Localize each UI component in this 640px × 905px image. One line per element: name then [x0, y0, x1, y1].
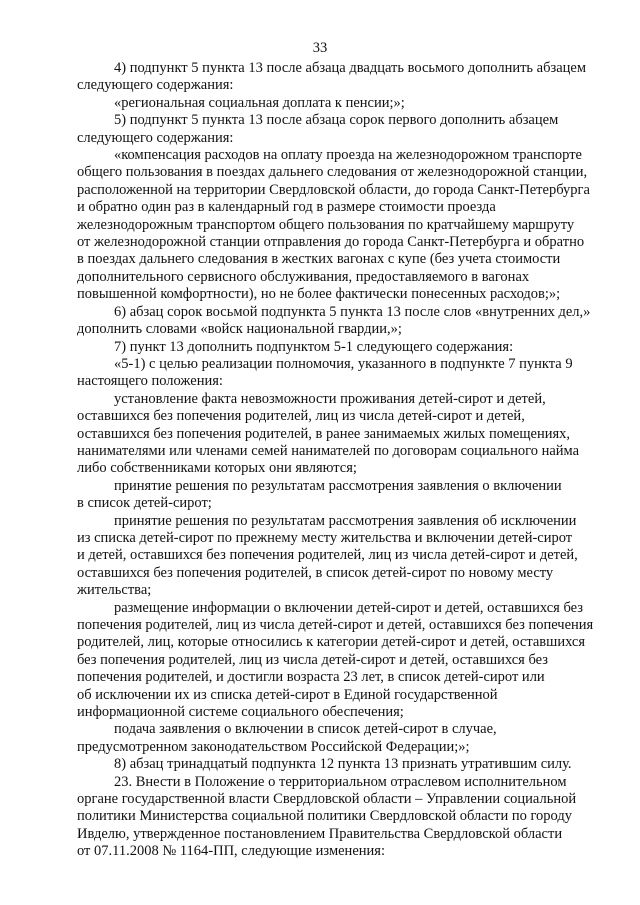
paragraph: 5) подпункт 5 пункта 13 после абзаца сорок первого дополнить абзацем следующего содержания: [77, 112, 559, 146]
page-number: 33 [312, 40, 328, 56]
document-body [77, 60, 609, 861]
paragraph: «компенсация расходов на оплату проезда на железнодорожном транспорте общего пользования в поездах дальнего следования от железнодорожной станции, расположенной на территории Свердловской области, до города Санкт-Петербурга и обратно один раз в календарный год в размере стоимости проезда железнодорожным транспортом общего пользования по кратчайшему маршруту от железнодорожной станции отправления до города Санкт-Петербурга и обратно в поездах дальнего следования в жестких вагонах с купе (без учета стоимости дополнительного сервисного обслуживания, предоставляемого в вагонах повышенной комфортности), но не более фактически понесенных расходов;»; [77, 147, 590, 303]
paragraph: «региональная социальная доплата к пенсии;»; [114, 94, 405, 111]
paragraph: 23. Внести в Положение о территориальном отраслевом исполнительном органе государственной власти Свердловской области – Управлении социальной политики Министерства социальной политики Свердловской области по городу Ивделю, утвержденное постановлением Правительства Свердловской области от 07.11.2008 № 1164-ПП, следующие изменения: [77, 773, 577, 860]
paragraph: принятие решения по результатам рассмотрения заявления об исключении из списка детей-сирот по прежнему месту жительства и включении детей-сирот и детей, оставшихся без попечения родителей, лиц из числа детей-сирот и детей, оставшихся без попечения родителей, в список детей-сирот по новому месту жительства; [77, 512, 578, 599]
paragraph: 8) абзац тринадцатый подпункта 12 пункта 13 признать утратившим силу. [114, 756, 572, 773]
paragraph: 7) пункт 13 дополнить подпунктом 5-1 следующего содержания: [114, 338, 514, 355]
paragraph: 6) абзац сорок восьмой подпункта 5 пункта 13 после слов «внутренних дел,» дополнить словами «войск национальной гвардии,»; [77, 303, 591, 338]
paragraph: подача заявления о включении в список детей-сирот в случае, предусмотренном законодательством Российской Федерации;»; [77, 721, 497, 755]
paragraph: установление факта невозможности проживания детей-сирот и детей, оставшихся без попечения родителей, лиц из числа детей-сирот и детей, оставшихся без попечения родителей, в ранее занимаемых жилых помещениях, нанимателями или членами семей нанимателей по договорам социального найма либо собственниками которых они являются; [77, 390, 580, 477]
paragraph: 4) подпункт 5 пункта 13 после абзаца двадцать восьмого дополнить абзацем следующего содержания: [77, 60, 587, 94]
paragraph: принятие решения по результатам рассмотрения заявления о включении в список детей-сирот; [77, 477, 562, 512]
paragraph: «5-1) с целью реализации полномочия, указанного в подпункте 7 пункта 9 настоящего положения: [77, 355, 573, 390]
paragraph: размещение информации о включении детей-сирот и детей, оставшихся без попечения родителей, лиц из числа детей-сирот и детей, оставшихся без попечения родителей, лиц, которые относились к категории детей-сирот и детей, оставшихся без попечения родителей, лиц из числа детей-сирот и детей, оставшихся без попечения родителей, и достигли возраста 23 лет, в список детей-сирот или об исключении их из списка детей-сирот в Единой государственной информационной системе социального обеспечения; [77, 599, 594, 721]
